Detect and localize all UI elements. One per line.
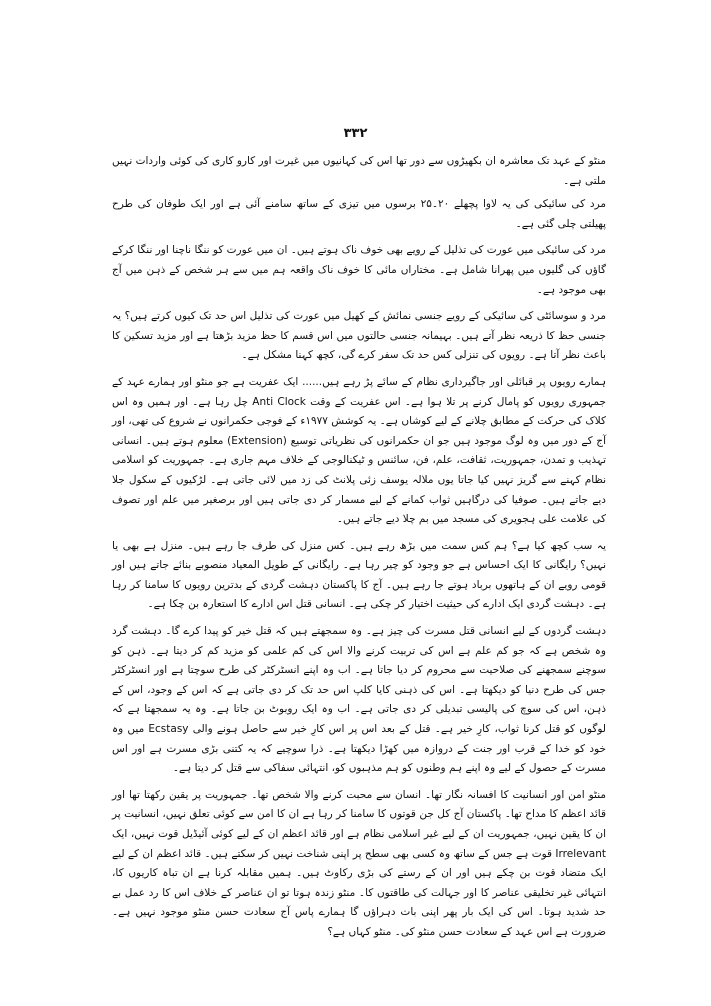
paragraph-5: ہمارے رویوں پر قبائلی اور جاگیرداری نظام کے سائے پڑ رہے ہیں...... ایک عفریت ہے جو منٹو اور ہمارے عہد کے جمہوری رویوں کو پامال کرنے پر تلا ہوا ہے۔ اس عفریت کے وقت Anti Clock چل رہا ہے۔ اور ہمیں وہ اس کلاک کی حرکت کے مطابق چلانے کے لیے کوشاں ہے۔ یہ کوشش ۱۹۷۷ء کے فوجی حکمرانوں نے شروع کی تھی، اور آج کے دور میں وہ لوگ موجود ہیں جو ان حکمرانوں کی نظریاتی توسیع (Extension) معلوم ہوتے ہیں۔ انسانی تہذیب و تمدن، جمہوریت، ثقافت، علم، فن، سائنس و ٹیکنالوجی کے خلاف مہم جاری ہے۔ جمہوریت کو اسلامی نظام کہنے سے گریز نہیں کیا جاتا یوں ملالہ یوسف زئی پلانٹ کی زد میں لائی جاتی ہے۔ لڑکیوں کے سکول جلا دیے جاتے ہیں۔ صوفیا کی درگاہیں ثواب کمانے کے لیے مسمار کر دی جاتی ہیں اور برصغیر میں علم اور تصوف کی علامت علی ہجویری کی مسجد میں بم چلا دیے جاتے ہیں۔ [112, 375, 606, 526]
paragraph-2: مرد کی سائیکی کی یہ لاوا پچھلے ۲۰۔۲۵ برسوں میں تیزی کے ساتھ سامنے آئی ہے اور ایک طوفان کی طرح پھیلتی چلی گئی ہے۔ [112, 198, 607, 230]
body-text [112, 152, 606, 950]
paragraph-8: منٹو امن اور انسانیت کا افسانہ نگار تھا۔ انسان سے محبت کرنے والا شخص تھا۔ جمہوریت پر یقین رکھتا تھا اور قائد اعظم کا مداح تھا۔ پاکستان آج کل جن قوتوں کا سامنا کر رہا ہے ان کا امن سے کوئی تعلق نہیں، انسانیت پر ان کا یقین نہیں، جمہوریت ان کے لیے غیر اسلامی نظام ہے اور قائد اعظم ان کے لیے کوئی آئیڈیل قوت نہیں، ایک Irrelevant قوت ہے جس کے ساتھ وہ کسی بھی سطح پر اپنی شناخت نہیں کر سکتے ہیں۔ قائد اعظم ان کے لیے ایک متضاد قوت بن چکے ہیں اور ان کے رستے کی بڑی رکاوٹ ہیں۔ ہمیں مقابلہ کرنا ہے ان تباہ کاریوں کا، انتہائی غیر تخلیقی عناصر کا اور جہالت کی طاقتوں کا۔ منٹو زندہ ہوتا تو ان عناصر کے خلاف اس کا رد عمل بے حد شدید ہوتا۔ اس کی ایک بار پھر اپنی بات دہراؤں گا ہمارے پاس آج سعادت حسن منٹو موجود نہیں ہے۔ ضرورت ہے اس عہد کے سعادت حسن منٹو کی۔ منٹو کہاں ہے؟ [112, 788, 606, 938]
page-number: ۳۳۲ [343, 126, 368, 141]
paragraph-4: مرد و سوسائٹی کی سائیکی کے رویے جنسی نمائش کے کھیل میں عورت کی تذلیل اس حد تک کیوں کرتے ہیں؟ یہ جنسی حظ کا ذریعہ نظر آتے ہیں۔ بہیمانہ جنسی حالتوں میں اس قسم کا حظ مزید بڑھتا ہے اور مزید تسکین کا باعث نظر آتا ہے۔ رویوں کی تنزلی کس حد تک سفر کرے گی، کچھ کہنا مشکل ہے۔ [112, 310, 606, 362]
paragraph-6: یہ سب کچھ کیا ہے؟ ہم کس سمت میں بڑھ رہے ہیں۔ کس منزل کی طرف جا رہے ہیں۔ منزل ہے بھی یا نہیں؟ رایگانی کا ایک احساس ہے جو وجود کو چیر رہا ہے۔ رایگانی کے طویل المعیاد منصوبے بنائے جاتے ہیں اور قومی رویے ان کے ہاتھوں برباد ہوتے جا رہے ہیں۔ آج کا پاکستان دہشت گردی کے بدترین رویوں کا سامنا کر رہا ہے۔ دہشت گردی ایک ادارے کی حیثیت اختیار کر چکی ہے۔ انسانی قتل اس ادارے کا استعارہ بن چکا ہے۔ [112, 539, 606, 611]
paragraph-3: مرد کی سائیکی میں عورت کی تذلیل کے رویے بھی خوف ناک ہوتے ہیں۔ ان میں عورت کو ننگا ناچنا اور ننگا کرکے گاؤں کی گلیوں میں پھرانا شامل ہے۔ مختاراں مائی کا خوف ناک واقعہ ہم میں سے ہر شخص کے ذہن میں آج بھی موجود ہے۔ [112, 244, 606, 296]
paragraph-7: دہشت گردوں کے لیے انسانی قتل مسرت کی چیز ہے۔ وہ سمجھتے ہیں کہ قتل خیر کو پیدا کرے گا۔ دہشت گرد وہ شخص ہے کہ جو کم علم ہے اس کی تربیت کرنے والا اس کی کم علمی کو مزید کم کر دیتا ہے۔ ذہن کو سوچنے سمجھنے کی صلاحیت سے محروم کر دیا جاتا ہے۔ اب وہ اپنے انسٹرکٹر کی طرح سوچتا ہے اور انسٹرکٹر جس کی طرح دنیا کو دیکھتا ہے۔ اس کی ذہنی کایا کلپ اس حد تک کر دی جاتی ہے کہ اس کے وجود، اس کے ذہن، اس کی سوچ کی پالیسی تبدیلی کر دی جاتی ہے۔ اب وہ ایک روبوٹ بن جاتا ہے۔ وہ یہ سمجھتا ہے کہ لوگوں کو قتل کرنا ثواب، کارِ خیر ہے۔ قتل کے بعد اس پر اس کارِ خیر سے حاصل ہونے والی Ecstasy میں وہ خود کو خدا کے قرب اور جنت کے دروازہ میں کھڑا دیکھتا ہے۔ ذرا سوچیے کہ یہ کتنی بڑی مسرت ہے اور اس مسرت کے حصول کے لیے وہ اپنے ہم وطنوں کو ہم مذہبوں کو، انتہائی سفاکی سے قتل کر دیتا ہے۔ [112, 625, 607, 775]
paragraph-1: منٹو کے عہد تک معاشرہ ان بکھیڑوں سے دور تھا اس کی کہانیوں میں غیرت اور کارو کاری کی کوئی واردات نہیں ملتی ہے۔ [112, 155, 606, 187]
